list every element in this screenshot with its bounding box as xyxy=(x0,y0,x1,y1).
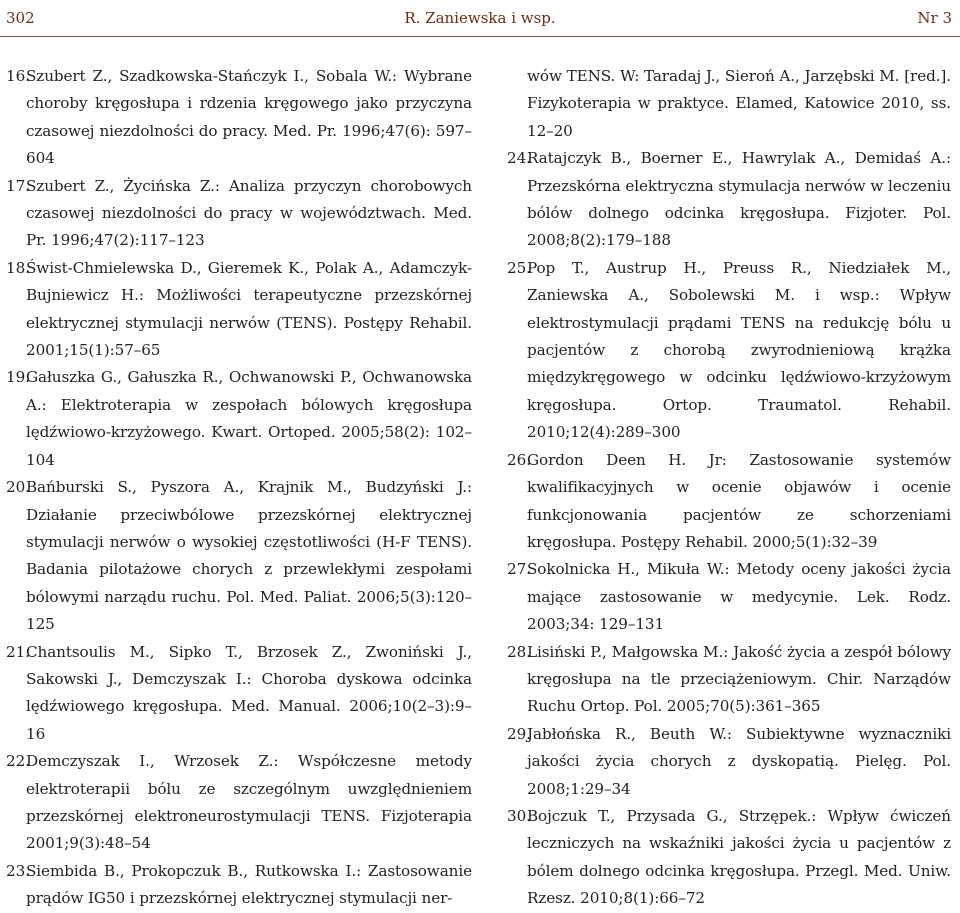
page-header xyxy=(0,0,960,40)
reference-item xyxy=(6,474,472,638)
reference-number: 26. xyxy=(507,450,531,469)
reference-continuation: wów TENS. W: Taradaj J., Sieroń A., Jarzębski M. [red.]. Fizykoterapia w praktyce. Elamed, Katowice 2010, ss. 12–20 xyxy=(527,67,951,140)
issue-number: Nr 3 xyxy=(917,9,952,27)
reference-text: Demczyszak I., Wrzosek Z.: Współczesne metody elektroterapii bólu ze szczególnym uwzględnieniem przezskórnej elektroneurostymulacji TENS. Fizjoterapia 2001;9(3):48–54 xyxy=(26,752,472,853)
reference-text: Sokolnicka H., Mikuła W.: Metody oceny jakości życia mające zastosowanie w medycynie. Lek. Rodz. 2003;34: 129–131 xyxy=(527,560,951,634)
reference-number: 22. xyxy=(6,752,30,771)
running-head-authors: R. Zaniewska i wsp. xyxy=(404,9,556,27)
reference-text: Ratajczyk B., Boerner E., Hawrylak A., Demidaś A.: Przezskórna elektryczna stymulacja nerwów w leczeniu bólów dolnego odcinka kręgosłupa. Fizjoter. Pol. 2008;8(2):179–188 xyxy=(527,149,951,250)
reference-text: Świst-Chmielewska D., Gieremek K., Polak A., Adamczyk-Bujniewicz H.: Możliwości terapeutyczne przezskórnej elektrycznej stymulacji nerwów (TENS). Postępy Rehabil. 2001;15(1):57–65 xyxy=(26,258,472,360)
reference-number: 25. xyxy=(507,258,531,277)
reference-column-right xyxy=(507,63,951,908)
reference-text: Chantsoulis M., Sipko T., Brzosek Z., Zwoniński J., Sakowski J., Demczyszak I.: Choroba dyskowa odcinka lędźwiowego kręgosłupa. Med. Manual. 2006;10(2–3):9–16 xyxy=(26,642,472,743)
reference-number: 24. xyxy=(507,149,531,168)
reference-item xyxy=(507,447,951,557)
reference-number: 30. xyxy=(507,806,531,825)
reference-item xyxy=(6,858,472,913)
reference-item xyxy=(507,255,951,447)
reference-number: 16. xyxy=(6,67,30,85)
reference-number: 20. xyxy=(6,478,30,497)
reference-number: 23. xyxy=(6,861,30,880)
reference-number: 29. xyxy=(507,724,531,743)
reference-text: Bańburski S., Pyszora A., Krajnik M., Budzyński J.: Działanie przeciwbólowe przezskórnej elektrycznej stymulacji nerwów o wysokiej częstotliwości (H-F TENS). Badania pilotażowe chorych z przewlekłymi zespołami bólowymi narządu ruchu. Pol. Med. Paliat. 2006;5(3):120–125 xyxy=(26,478,472,634)
reference-text: Pop T., Austrup H., Preuss R., Niedziałek M., Zaniewska A., Sobolewski M. i wsp.: Wpływ elektrostymulacji prądami TENS na redukcję bólu u pacjentów z chorobą zwyrodnieniową krążka międzykręgowego w odcinku lędźwiowo-krzyżowym kręgosłupa. Ortop. Traumatol. Rehabil. 2010;12(4):289–300 xyxy=(527,258,951,442)
reference-text: Siembida B., Prokopczuk B., Rutkowska I.: Zastosowanie prądów IG50 i przezskórnej elektrycznej stymulacji ner- xyxy=(26,861,472,908)
reference-item xyxy=(507,803,951,913)
reference-text: Lisiński P., Małgowska M.: Jakość życia a zespół bólowy kręgosłupa na tle przeciążeniowym. Chir. Narządów Ruchu Ortop. Pol. 2005;70(5):361–365 xyxy=(527,642,951,716)
reference-item xyxy=(507,721,951,803)
reference-item xyxy=(507,556,951,638)
reference-item xyxy=(507,145,951,255)
reference-item xyxy=(6,639,472,749)
reference-text: Gordon Deen H. Jr: Zastosowanie systemów kwalifikacyjnych w ocenie objawów i ocenie funkcjonowania pacjentów ze schorzeniami kręgosłupa. Postępy Rehabil. 2000;5(1):32–39 xyxy=(527,450,951,551)
reference-item xyxy=(6,173,472,255)
page-number: 302 xyxy=(6,9,35,27)
reference-text: Bojczuk T., Przysada G., Strzępek.: Wpływ ćwiczeń leczniczych na wskaźniki jakości życia u pacjentów z bólem dolnego odcinka kręgosłupa. Przegl. Med. Uniw. Rzesz. 2010;8(1):66–72 xyxy=(527,806,951,908)
header-rule xyxy=(0,36,960,37)
reference-item xyxy=(6,364,472,474)
reference-number: 18. xyxy=(6,258,30,277)
reference-text: Jabłońska R., Beuth W.: Subiektywne wyznaczniki jakości życia chorych z dyskopatią. Pielęg. Pol. 2008;1:29–34 xyxy=(527,724,951,798)
reference-item xyxy=(6,255,472,365)
reference-text: Gałuszka G., Gałuszka R., Ochwanowski P., Ochwanowska A.: Elektroterapia w zespołach bólowych kręgosłupa lędźwiowo-krzyżowego. Kwart. Ortoped. 2005;58(2): 102–104 xyxy=(26,368,472,469)
reference-number: 19. xyxy=(6,368,30,387)
reference-item xyxy=(6,63,472,173)
reference-column-left xyxy=(6,63,472,908)
reference-text: Szubert Z., Szadkowska-Stańczyk I., Sobala W.: Wybrane choroby kręgosłupa i rdzenia kręgowego jako przyczyna czasowej niezdolności do pracy. Med. Pr. 1996;47(6): 597–604 xyxy=(26,67,472,168)
reference-number: 27. xyxy=(507,560,531,579)
reference-item xyxy=(6,748,472,858)
reference-number: 17. xyxy=(6,176,30,195)
reference-item xyxy=(507,639,951,721)
reference-text: Szubert Z., Życińska Z.: Analiza przyczyn chorobowych czasowej niezdolności do pracy w województwach. Med. Pr. 1996;47(2):117–123 xyxy=(26,176,472,250)
reference-number: 21. xyxy=(6,642,30,661)
reference-number: 28. xyxy=(507,642,531,661)
